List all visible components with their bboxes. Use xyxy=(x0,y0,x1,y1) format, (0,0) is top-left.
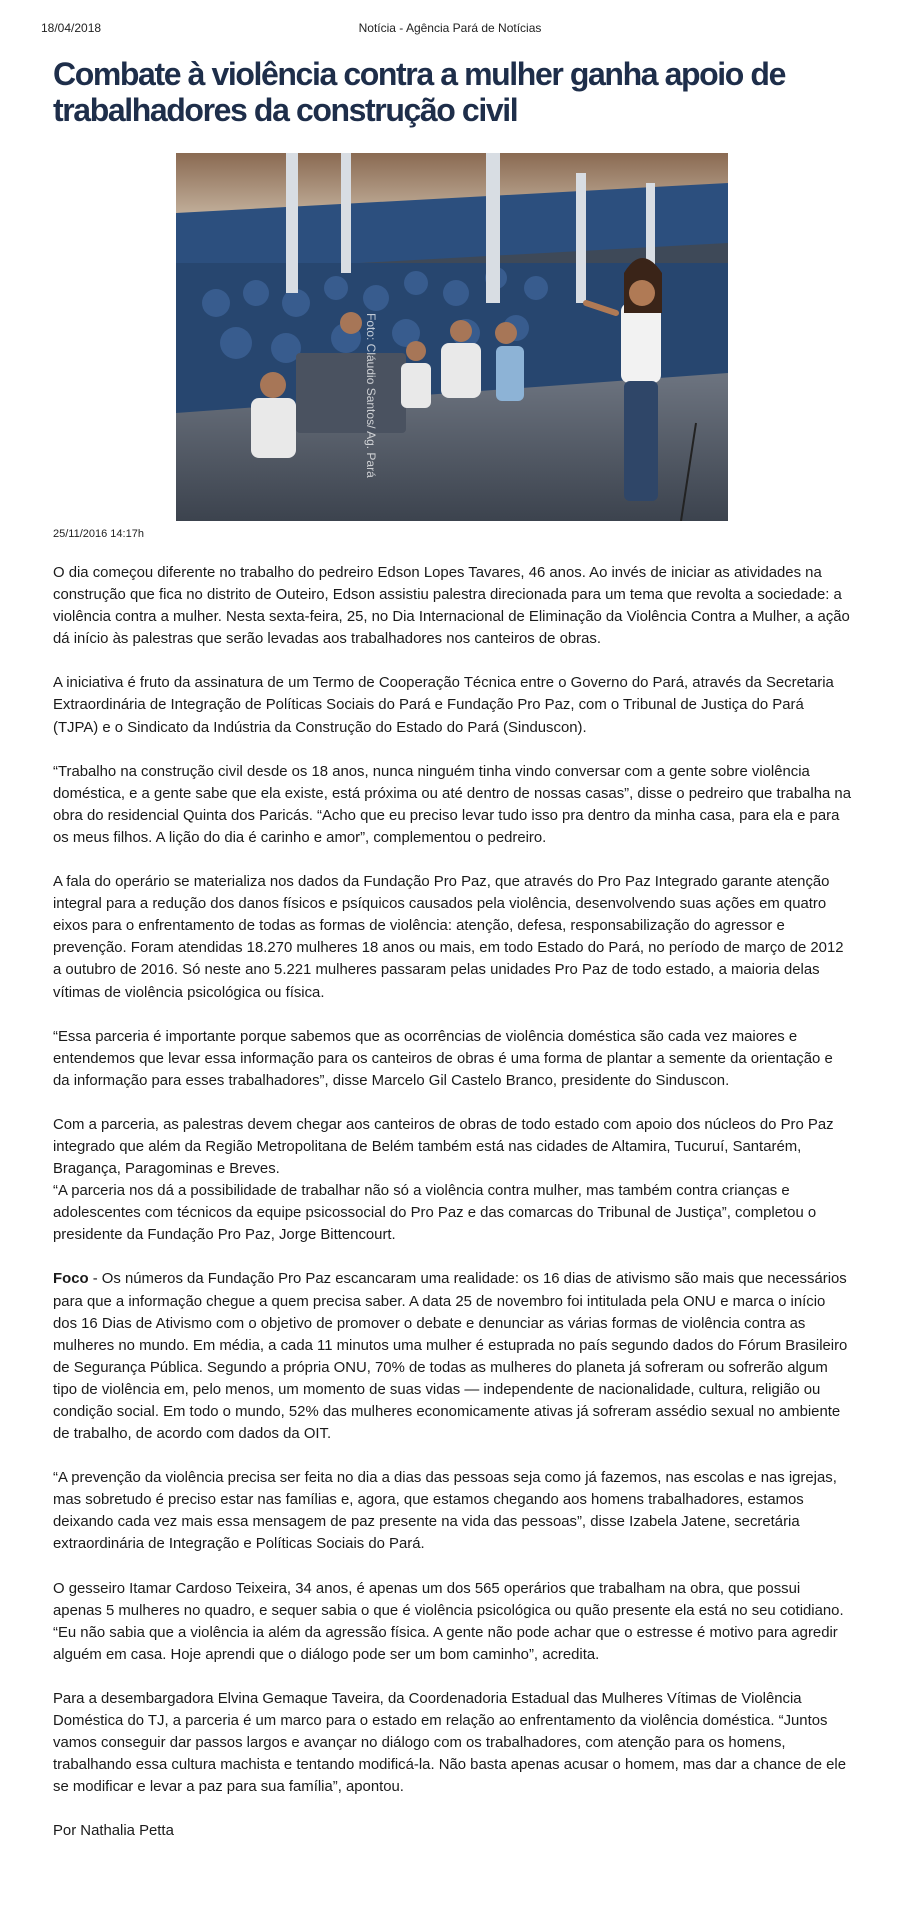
paragraph: “Trabalho na construção civil desde os 18 anos, nunca ninguém tinha vindo conversar com a gente sobre violência doméstica, e a gente sabe que ela existe, está próxima ou até dentro de nossas casas”, disse o pedreiro que trabalha na obra do residencial Quinta dos Paricás. “Acho que eu preciso levar tudo isso pra dentro da minha casa, para ela e para os meus filhos. A lição do dia é carinho e amor”, complementou o pedreiro. xyxy=(53,763,851,846)
photo-gallery[interactable] xyxy=(176,153,728,521)
paragraph: O gesseiro Itamar Cardoso Teixeira, 34 anos, é apenas um dos 565 operários que trabalham na obra, que possui apenas 5 mulheres no quadro, e sequer sabia o que é violência psicológica ou quão presente ela está no seu cotidiano. “Eu não sabia que a violência ia além da agressão física. A gente não pode achar que o estresse é motivo para agredir alguém em casa. Hoje aprendi que o diálogo pode ser um bom caminho”, acredita. xyxy=(53,1580,844,1663)
photo-credit: Foto: Cláudio Santos/ Ag. Pará xyxy=(364,313,378,478)
paragraph: “A prevenção da violência precisa ser feita no dia a dias das pessoas seja como já fazemos, nas escolas e nas igrejas, mas sobretudo é preciso estar nas famílias e, agora, que estamos chegando aos homens trabalhadores, estamos deixando cada vez mais essa mensagem de paz presente na vida das pessoas”, disse Izabela Jatene, secretária extraordinária de Integração e Políticas Sociais do Pará. xyxy=(53,1470,837,1553)
paragraph: A fala do operário se materializa nos dados da Fundação Pro Paz, que através do Pro Paz Integrado garante atenção integral para a redução dos danos físicos e psíquicos causados pela violência, desenvolvendo suas ações em quatro eixos para o enfrentamento de todas as formas de violência: atenção, defesa, responsabilização do agressor e prevenção. Foram atendidas 18.270 mulheres 18 anos ou mais, em todo Estado do Pará, no período de março de 2012 a outubro de 2016. Só neste ano 5.221 mulheres passaram pelas unidades Pro Paz de todo estado, a maioria delas vítimas de violência psicológica ou física. xyxy=(53,874,844,1001)
paragraph: A iniciativa é fruto da assinatura de um Termo de Cooperação Técnica entre o Governo do Pará, através da Secretaria Extraordinária de Integração de Políticas Sociais do Pará e Fundação Pro Paz, com o Tribunal de Justiça do Pará (TJPA) e o Sindicato da Indústria da Construção do Estado do Pará (Sinduscon). xyxy=(53,675,834,736)
paragraph: O dia começou diferente no trabalho do pedreiro Edson Lopes Tavares, 46 anos. Ao invés de iniciar as atividades na construção que fica no distrito de Outeiro, Edson assistiu palestra direcionada para um tema que revolta a sociedade: a violência contra a mulher. Nesta sexta-feira, 25, no Dia Internacional de Eliminação da Violência Contra a Mulher, a ação dá início às palestras que serão levadas aos trabalhadores nos canteiros de obras. xyxy=(53,565,850,648)
print-date: 18/04/2018 xyxy=(41,21,102,35)
event-photo xyxy=(176,153,728,521)
paragraph: “Essa parceria é importante porque sabemos que as ocorrências de violência doméstica são cada vez maiores e entendemos que levar essa informação para os canteiros de obras é uma forma de plantar a semente da orientação e da informação para esses trabalhadores”, disse Marcelo Gil Castelo Branco, presidente do Sinduscon. xyxy=(53,1028,833,1089)
foco-label: Foco xyxy=(53,1271,89,1288)
byline: Por Nathalia Petta xyxy=(53,1823,174,1840)
paragraph: Para a desembargadora Elvina Gemaque Taveira, da Coordenadoria Estadual das Mulheres Vítimas de Violência Doméstica do TJ, a parceria é um marco para o estado em relação ao enfrentamento da violência doméstica. “Juntos vamos conseguir dar passos largos e avançar no diálogo com os trabalhadores, com atenção para os homens, trabalhando essa cultura machista e tentando modificá-la. Não basta apenas acusar o homem, mas dar a chance de ele se modificar e levar a paz para sua família”, apontou. xyxy=(53,1690,846,1796)
paragraph: “A parceria nos dá a possibilidade de trabalhar não só a violência contra mulher, mas também contra crianças e adolescentes com técnicos da equipe psicossocial do Pro Paz e das comarcas do Tribunal de Justiça”, completou o presidente da Fundação Pro Paz, Jorge Bittencourt. xyxy=(53,1183,817,1244)
foco-text: - Os números da Fundação Pro Paz escancaram uma realidade: os 16 dias de ativismo são mais que necessários para que a informação chegue a quem precisa saber. A data 25 de novembro foi intitulada pela ONU e marca o início dos 16 Dias de Ativismo com o objetivo de promover o debate e denunciar as várias formas de violência contra as mulheres no mundo. Em média, a cada 11 minutos uma mulher é estuprada no país segundo dados do Fórum Brasileiro de Segurança Pública. Segundo a própria ONU, 70% de todas as mulheres do planeta já sofreram ou sofrerão algum tipo de violência em, pelo menos, um momento de suas vidas — independente de nacionalidade, cultura, religião ou condição social. Em todo o mundo, 52% das mulheres economicamente ativas já sofreram assédio sexual no ambiente de trabalho, de acordo com dados da OIT. xyxy=(53,1271,848,1443)
publish-timestamp: 25/11/2016 14:17h xyxy=(53,528,144,540)
site-title: Notícia - Agência Pará de Notícias xyxy=(358,21,542,35)
print-header xyxy=(0,0,900,40)
foco-paragraph xyxy=(53,1268,853,1445)
article-title: Combate à violência contra a mulher ganha apoio de trabalhadores da construção civil xyxy=(53,56,785,128)
article-body xyxy=(53,562,853,1865)
paragraph: Com a parceria, as palestras devem chegar aos canteiros de obras de todo estado com apoio dos núcleos do Pro Paz integrado que além da Região Metropolitana de Belém também está nas cidades de Altamira, Tucuruí, Santarém, Bragança, Paragominas e Breves. xyxy=(53,1116,834,1178)
